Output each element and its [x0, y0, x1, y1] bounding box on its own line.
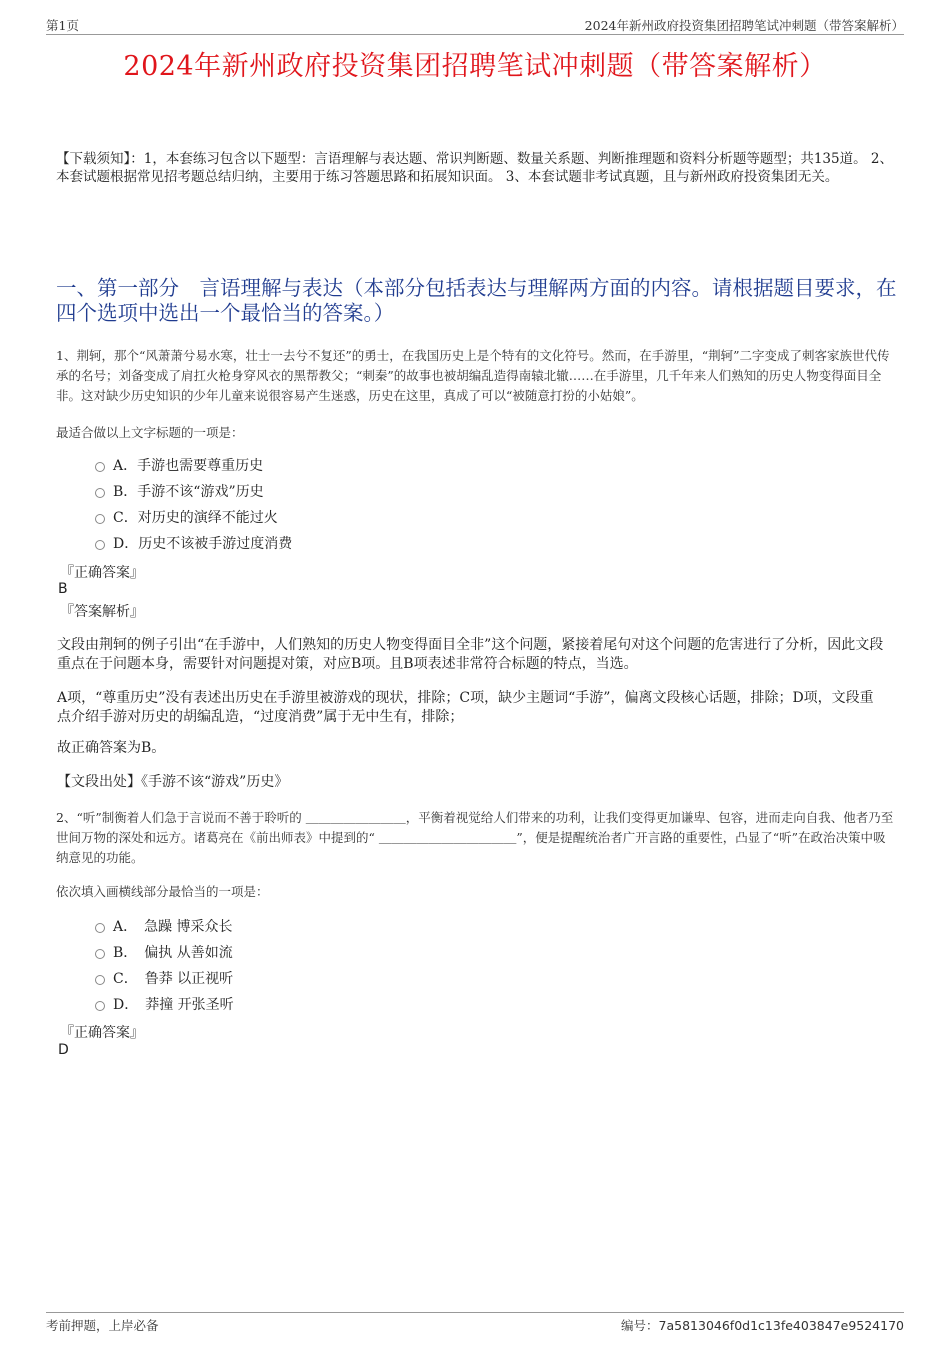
question-2-prompt: 依次填入画横线部分最恰当的一项是： [56, 884, 269, 899]
page-footer [46, 1312, 904, 1333]
correct-answer-label: 『正确答案』 [60, 1025, 144, 1041]
page-number: 第1页 [46, 18, 79, 33]
page-header [46, 16, 904, 35]
download-notice: 【下载须知】：1，本套练习包含以下题型：言语理解与表达题、常识判断题、数量关系题、判断推理题和资料分析题等题型；共135道。 2、本套试题根据常见招考题总结归纳，主要用于练习答题思路和拓展知识面。 3、本套试题非考试真题，且与新州政府投资集团无关。 [56, 151, 893, 185]
option-d[interactable]: D． 莽撞 开张圣听 [95, 991, 234, 1017]
option-b[interactable]: B． 偏执 从善如流 [95, 939, 234, 965]
analysis-label: 『答案解析』 [60, 604, 144, 620]
question-1-text: 1、荆轲，那个“风萧萧兮易水寒，壮士一去兮不复还”的勇士，在我国历史上是个特有的文化符号。然而，在手游里，“荆轲”二字变成了刺客家族世代传承的名号；刘备变成了肩扛火枪身穿风衣的黑帮教父；“刺秦”的故事也被胡编乱造得南辕北辙……在手游里，几千年来人们熟知的历史人物变得面目全非。这对缺少历史知识的少年儿童来说很容易产生迷惑，历史在这里，真成了可以“被随意打扮的小姑娘”。 [56, 348, 890, 403]
radio-icon[interactable] [95, 949, 105, 959]
header-doc-title: 2024年新州政府投资集团招聘笔试冲刺题（带答案解析） [584, 18, 904, 33]
correct-answer-label: 『正确答案』 [60, 565, 144, 581]
radio-icon[interactable] [95, 514, 105, 524]
code-value: 7a5813046f0d1c13fe403847e9524170 [658, 1318, 904, 1333]
option-b[interactable]: B．手游不该“游戏”历史 [95, 478, 292, 504]
option-d[interactable]: D．历史不该被手游过度消费 [95, 530, 292, 556]
radio-icon[interactable] [95, 923, 105, 933]
code-label: 编号： [621, 1318, 659, 1333]
text-source: 【文段出处】《手游不该“游戏”历史》 [57, 774, 289, 790]
document-title: 2024年新州政府投资集团招聘笔试冲刺题（带答案解析） [123, 51, 827, 82]
footer-slogan: 考前押题，上岸必备 [46, 1318, 159, 1333]
radio-icon[interactable] [95, 1001, 105, 1011]
correct-answer: B [58, 581, 68, 597]
option-a[interactable]: A．手游也需要尊重历史 [95, 452, 292, 478]
question-1-options [95, 452, 292, 556]
correct-answer: D [58, 1042, 69, 1058]
option-c[interactable]: C． 鲁莽 以正视听 [95, 965, 234, 991]
analysis-paragraph: A项，“尊重历史”没有表述出历史在手游里被游戏的现状，排除；C项，缺少主题词“手游”，偏离文段核心话题，排除；D项，文段重点介绍手游对历史的胡编乱造，“过度消费”属于无中生有，排除； [57, 690, 874, 725]
option-c[interactable]: C．对历史的演绎不能过火 [95, 504, 292, 530]
option-a[interactable]: A． 急躁 博采众长 [95, 913, 234, 939]
document-code [621, 1316, 904, 1334]
radio-icon[interactable] [95, 462, 105, 472]
question-1-prompt: 最适合做以上文字标题的一项是： [56, 425, 244, 440]
analysis-conclusion: 故正确答案为B。 [57, 740, 166, 756]
question-2-options [95, 913, 234, 1017]
radio-icon[interactable] [95, 488, 105, 498]
section-heading: 一、第一部分 言语理解与表达（本部分包括表达与理解两方面的内容。请根据题目要求，在四个选项中选出一个最恰当的答案。） [56, 276, 897, 325]
radio-icon[interactable] [95, 540, 105, 550]
analysis-paragraph: 文段由荆轲的例子引出“在手游中，人们熟知的历史人物变得面目全非”这个问题，紧接着尾句对这个问题的危害进行了分析，因此文段重点在于问题本身，需要针对问题提对策，对应B项。且B项表述非常符合标题的特点，当选。 [57, 637, 884, 672]
radio-icon[interactable] [95, 975, 105, 985]
question-2-text: 2、“听”制衡着人们急于言说而不善于聆听的 ＿＿＿＿＿＿＿＿，平衡着视觉给人们带来的功利，让我们变得更加谦卑、包容，进而走向自我、他者乃至世间万物的深处和远方。诸葛亮在《前出师表》中提到的“ ＿＿＿＿＿＿＿＿＿＿＿”，便是提醒统治者广开言路的重要性，凸显了“听”在政治决策中吸纳意见的功能。 [56, 810, 894, 865]
